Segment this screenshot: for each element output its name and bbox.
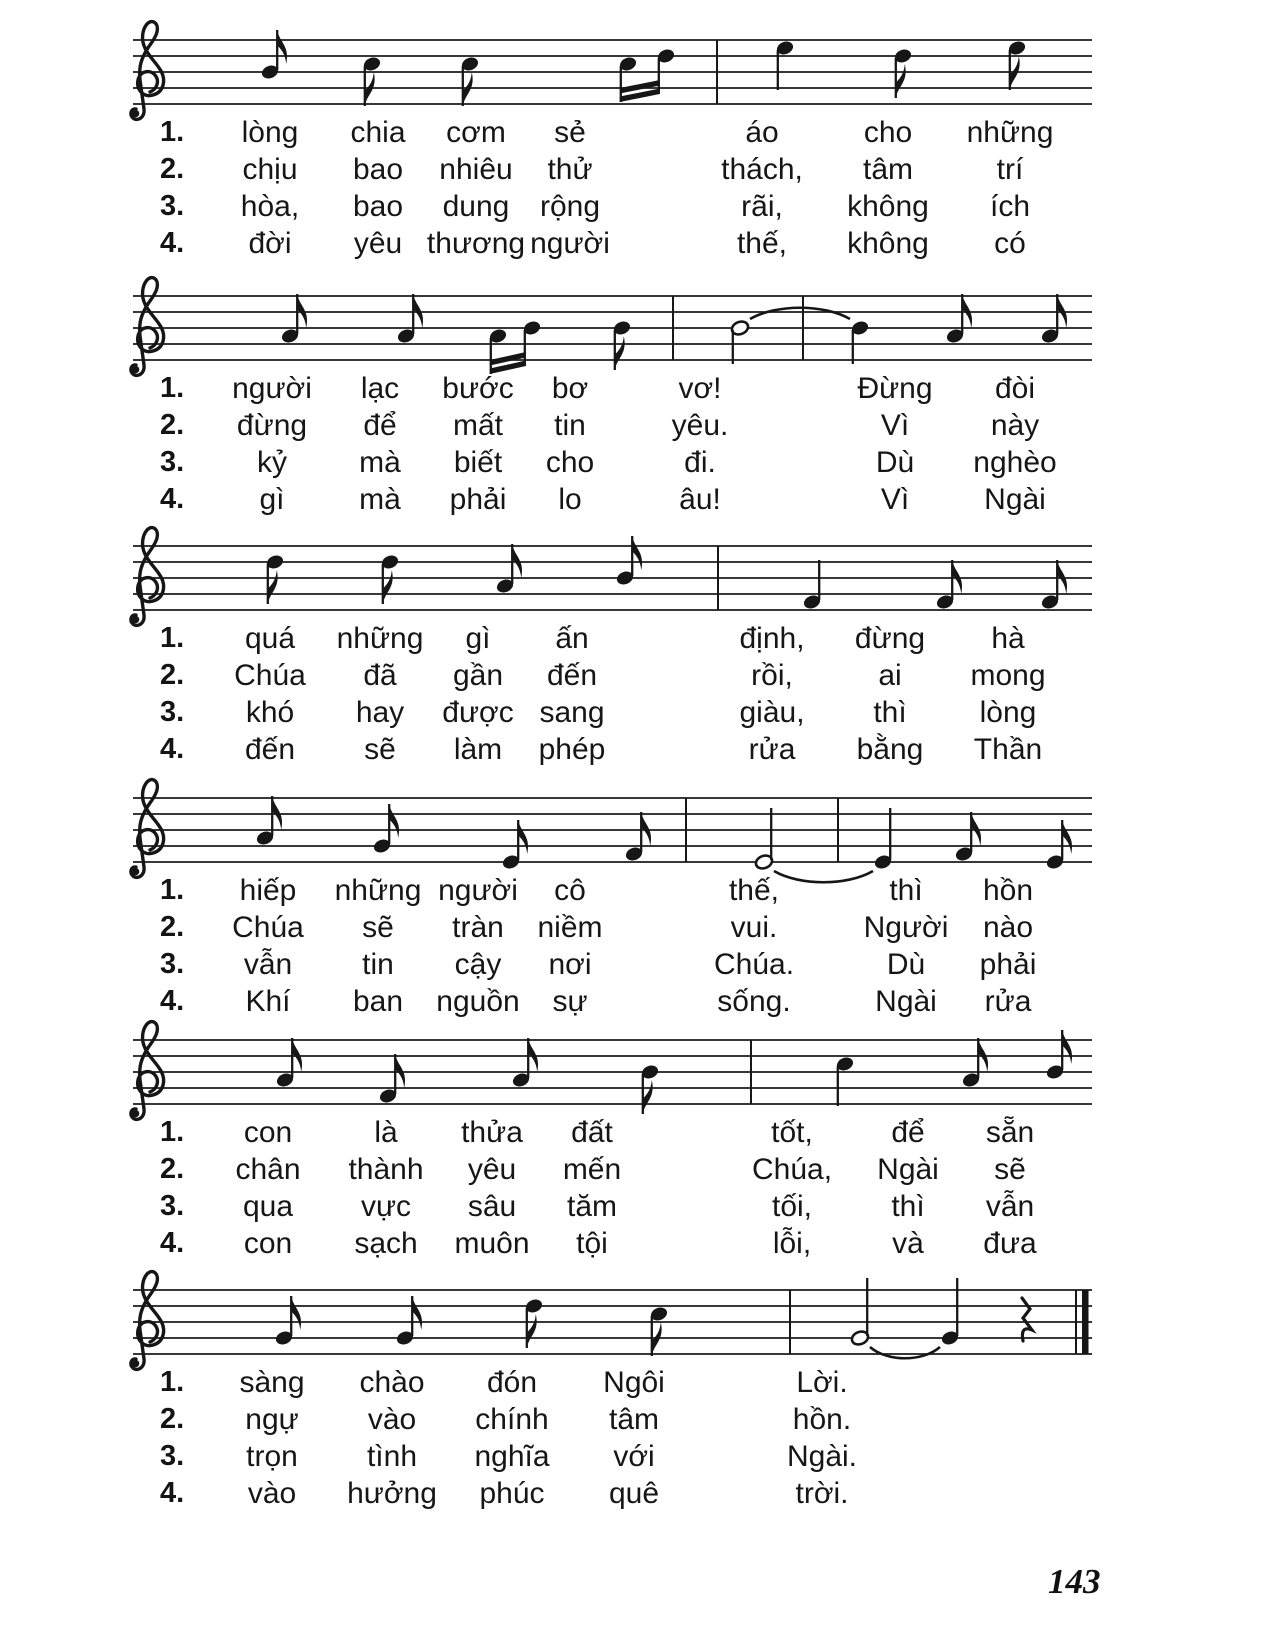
verse-number: 2. bbox=[160, 911, 185, 943]
lyric-word: có bbox=[994, 227, 1026, 260]
lyric-word: Thần bbox=[973, 733, 1043, 766]
lyric-word: những bbox=[336, 622, 424, 655]
verse-number: 1. bbox=[160, 1366, 185, 1398]
lyric-word: yêu bbox=[467, 1153, 517, 1186]
verse-number: 3. bbox=[160, 696, 185, 728]
lyric-word: lỗi, bbox=[772, 1227, 812, 1260]
verse-line bbox=[0, 481, 1275, 518]
lyric-word: là bbox=[374, 1116, 398, 1149]
lyric-word: sang bbox=[539, 696, 605, 729]
verse-line bbox=[0, 1364, 1275, 1401]
verse-number: 3. bbox=[160, 1440, 185, 1472]
lyrics-block bbox=[0, 518, 1275, 770]
lyric-word: yêu. bbox=[671, 409, 729, 442]
lyric-word: sàng bbox=[239, 1366, 305, 1399]
lyric-word: lòng bbox=[241, 116, 299, 149]
lyric-word: hưởng bbox=[347, 1477, 437, 1510]
lyric-word: sự bbox=[552, 985, 588, 1018]
verse-number: 2. bbox=[160, 659, 185, 691]
lyric-word: rồi, bbox=[751, 659, 793, 692]
lyric-word: với bbox=[613, 1440, 655, 1473]
lyric-word: nào bbox=[982, 911, 1034, 944]
verse-number: 2. bbox=[160, 153, 185, 185]
lyric-word: Ngài bbox=[877, 1153, 939, 1186]
lyric-word: áo bbox=[745, 116, 779, 149]
lyric-word: những bbox=[334, 874, 422, 907]
lyric-word: mà bbox=[359, 446, 401, 479]
verse-line bbox=[0, 407, 1275, 444]
lyric-word: Khí bbox=[245, 985, 291, 1018]
lyric-word: con bbox=[243, 1116, 293, 1149]
lyric-word: lo bbox=[558, 483, 582, 516]
lyric-word: Ngài bbox=[984, 483, 1046, 516]
verse-number: 3. bbox=[160, 446, 185, 478]
lyric-word: ích bbox=[989, 190, 1031, 223]
lyric-word: vơ! bbox=[678, 372, 722, 405]
lyric-word: chia bbox=[350, 116, 406, 149]
lyric-word: tăm bbox=[566, 1190, 618, 1223]
system-2 bbox=[0, 268, 1275, 520]
lyrics-block bbox=[0, 12, 1275, 264]
lyric-word: được bbox=[442, 696, 514, 729]
lyric-word: ban bbox=[352, 985, 404, 1018]
lyric-word: gì bbox=[259, 483, 285, 516]
lyric-word: muôn bbox=[454, 1227, 530, 1260]
lyric-word: ấn bbox=[555, 622, 589, 655]
lyric-word: đã bbox=[363, 659, 397, 692]
lyric-word: đất bbox=[571, 1116, 613, 1149]
verse-number: 3. bbox=[160, 1190, 185, 1222]
lyric-word: gì bbox=[465, 622, 491, 655]
lyric-word: Chúa bbox=[232, 911, 304, 944]
lyric-word: Đừng bbox=[857, 372, 933, 405]
verse-line bbox=[0, 620, 1275, 657]
lyrics-block bbox=[0, 770, 1275, 1022]
lyric-word: Chúa, bbox=[751, 1153, 833, 1186]
lyric-word: nghèo bbox=[973, 446, 1057, 479]
lyric-word: bao bbox=[352, 153, 404, 186]
lyric-word: phải bbox=[979, 948, 1037, 981]
verse-number: 1. bbox=[160, 1116, 185, 1148]
lyric-word: ngự bbox=[245, 1403, 299, 1436]
lyric-word: vào bbox=[247, 1477, 297, 1510]
lyric-word: Lời. bbox=[796, 1366, 848, 1399]
lyric-word: thửa bbox=[461, 1116, 523, 1149]
lyric-word: sẽ bbox=[364, 733, 396, 766]
lyric-word: nguồn bbox=[436, 985, 520, 1018]
lyric-word: tình bbox=[366, 1440, 418, 1473]
verse-line bbox=[0, 1114, 1275, 1151]
lyric-word: thì bbox=[889, 874, 923, 907]
lyric-word: trọn bbox=[246, 1440, 298, 1473]
lyric-word: yêu bbox=[353, 227, 403, 260]
lyric-word: bằng bbox=[856, 733, 924, 766]
lyrics-block bbox=[0, 268, 1275, 520]
verse-number: 4. bbox=[160, 733, 185, 765]
lyric-word: và bbox=[892, 1227, 924, 1260]
lyric-word: giàu, bbox=[739, 696, 805, 729]
lyric-word: sẻ bbox=[554, 116, 586, 149]
verse-number: 3. bbox=[160, 948, 185, 980]
lyric-word: sâu bbox=[467, 1190, 517, 1223]
lyric-word: Ngôi bbox=[603, 1366, 665, 1399]
lyric-word: bao bbox=[352, 190, 404, 223]
lyric-word: biết bbox=[453, 446, 503, 479]
lyric-word: nghĩa bbox=[474, 1440, 550, 1473]
lyric-word: Ngài bbox=[875, 985, 937, 1018]
lyric-word: bơ bbox=[551, 372, 589, 405]
verse-line bbox=[0, 114, 1275, 151]
verse-number: 4. bbox=[160, 227, 185, 259]
lyric-word: chính bbox=[475, 1403, 549, 1436]
lyric-word: ai bbox=[878, 659, 902, 692]
lyric-word: đi. bbox=[684, 446, 716, 479]
lyric-word: đưa bbox=[983, 1227, 1037, 1260]
lyric-word: tâm bbox=[862, 153, 914, 186]
system-1 bbox=[0, 12, 1275, 264]
lyric-word: tâm bbox=[608, 1403, 660, 1436]
lyric-word: trời. bbox=[795, 1477, 849, 1510]
lyric-word: không bbox=[847, 190, 929, 223]
lyric-word: để bbox=[363, 409, 397, 442]
lyric-word: hà bbox=[991, 622, 1025, 655]
lyric-word: thì bbox=[873, 696, 907, 729]
lyric-word: hòa, bbox=[240, 190, 300, 223]
lyric-word: vào bbox=[367, 1403, 417, 1436]
lyric-word: này bbox=[990, 409, 1040, 442]
lyric-word: tràn bbox=[452, 911, 504, 944]
lyric-word: đừng bbox=[236, 409, 308, 442]
lyric-word: qua bbox=[242, 1190, 294, 1223]
verse-line bbox=[0, 151, 1275, 188]
lyric-word: phúc bbox=[479, 1477, 545, 1510]
lyric-word: nhiêu bbox=[439, 153, 513, 186]
lyric-word: đừng bbox=[854, 622, 926, 655]
lyric-word: con bbox=[243, 1227, 293, 1260]
lyric-word: Vì bbox=[880, 483, 910, 516]
lyric-word: đời bbox=[248, 227, 292, 260]
lyric-word: chịu bbox=[242, 153, 298, 186]
verse-line bbox=[0, 1225, 1275, 1262]
verse-line bbox=[0, 872, 1275, 909]
lyric-word: chân bbox=[235, 1153, 301, 1186]
verse-line bbox=[0, 444, 1275, 481]
verse-line bbox=[0, 657, 1275, 694]
lyric-word: cơm bbox=[446, 116, 506, 149]
verse-number: 4. bbox=[160, 985, 185, 1017]
verse-number: 2. bbox=[160, 1403, 185, 1435]
lyric-word: thành bbox=[348, 1153, 424, 1186]
lyric-word: quê bbox=[608, 1477, 660, 1510]
system-6 bbox=[0, 1262, 1275, 1514]
lyric-word: hay bbox=[355, 696, 405, 729]
lyric-word: rãi, bbox=[741, 190, 783, 223]
lyric-word: những bbox=[966, 116, 1054, 149]
lyric-word: sẵn bbox=[985, 1116, 1035, 1149]
lyric-word: rửa bbox=[748, 733, 796, 766]
lyric-word: vực bbox=[360, 1190, 412, 1223]
lyric-word: đón bbox=[486, 1366, 538, 1399]
lyric-word: lòng bbox=[979, 696, 1037, 729]
verse-number: 4. bbox=[160, 483, 185, 515]
lyrics-block bbox=[0, 1012, 1275, 1264]
lyric-word: sẽ bbox=[362, 911, 394, 944]
verse-line bbox=[0, 1475, 1275, 1512]
lyric-word: sống. bbox=[717, 985, 791, 1018]
lyric-word: để bbox=[891, 1116, 925, 1149]
verse-number: 3. bbox=[160, 190, 185, 222]
verse-number: 2. bbox=[160, 1153, 185, 1185]
lyric-word: mến bbox=[562, 1153, 622, 1186]
verse-line bbox=[0, 909, 1275, 946]
verse-line bbox=[0, 731, 1275, 768]
lyric-word: Chúa. bbox=[713, 948, 795, 981]
lyric-word: Người bbox=[863, 911, 949, 944]
verse-number: 1. bbox=[160, 372, 185, 404]
lyric-word: rộng bbox=[539, 190, 601, 223]
lyric-word: thế, bbox=[728, 874, 780, 907]
lyric-word: cho bbox=[863, 116, 913, 149]
lyric-word: thách, bbox=[721, 153, 803, 186]
lyric-word: Vì bbox=[880, 409, 910, 442]
lyric-word: phép bbox=[538, 733, 606, 766]
lyric-word: mà bbox=[359, 483, 401, 516]
lyric-word: rửa bbox=[984, 985, 1032, 1018]
verse-line bbox=[0, 1188, 1275, 1225]
lyric-word: niềm bbox=[537, 911, 603, 944]
lyric-word: làm bbox=[453, 733, 503, 766]
lyric-word: lạc bbox=[360, 372, 400, 405]
lyric-word: gần bbox=[452, 659, 504, 692]
verse-line bbox=[0, 1401, 1275, 1438]
lyric-word: người bbox=[438, 874, 518, 907]
verse-number: 2. bbox=[160, 409, 185, 441]
lyric-word: kỷ bbox=[257, 446, 287, 479]
system-4 bbox=[0, 770, 1275, 1022]
verse-number: 1. bbox=[160, 622, 185, 654]
verse-line bbox=[0, 1438, 1275, 1475]
verse-number: 4. bbox=[160, 1477, 185, 1509]
verse-line bbox=[0, 370, 1275, 407]
lyric-word: vẫn bbox=[985, 1190, 1035, 1223]
lyric-word: khó bbox=[245, 696, 295, 729]
verse-line bbox=[0, 188, 1275, 225]
lyric-word: người bbox=[232, 372, 312, 405]
lyric-word: tội bbox=[576, 1227, 608, 1260]
lyric-word: thử bbox=[547, 153, 593, 186]
lyric-word: tin bbox=[554, 409, 586, 442]
lyric-word: trí bbox=[996, 153, 1024, 186]
lyric-word: đòi bbox=[994, 372, 1036, 405]
lyric-word: chào bbox=[359, 1366, 425, 1399]
lyric-word: cậy bbox=[454, 948, 502, 981]
page-number: 143 bbox=[1048, 1562, 1101, 1601]
lyric-word: âu! bbox=[679, 483, 721, 516]
verse-number: 4. bbox=[160, 1227, 185, 1259]
lyric-word: thương bbox=[426, 227, 526, 260]
lyric-word: cho bbox=[545, 446, 595, 479]
lyric-word: mất bbox=[452, 409, 504, 442]
lyric-word: sẽ bbox=[994, 1153, 1026, 1186]
system-3 bbox=[0, 518, 1275, 770]
lyric-word: người bbox=[530, 227, 610, 260]
lyrics-block bbox=[0, 1262, 1275, 1514]
lyric-word: hồn. bbox=[792, 1403, 852, 1436]
verse-line bbox=[0, 694, 1275, 731]
lyric-word: tốt, bbox=[771, 1116, 813, 1149]
lyric-word: đến bbox=[546, 659, 598, 692]
lyric-word: đến bbox=[244, 733, 296, 766]
lyric-word: Chúa bbox=[234, 659, 306, 692]
lyric-word: thì bbox=[891, 1190, 925, 1223]
lyric-word: vui. bbox=[730, 911, 778, 944]
lyric-word: tối, bbox=[771, 1190, 813, 1223]
verse-line bbox=[0, 946, 1275, 983]
lyric-word: Ngài. bbox=[786, 1440, 858, 1473]
lyric-word: hiếp bbox=[239, 874, 297, 907]
lyric-word: cô bbox=[554, 874, 586, 907]
lyric-word: dung bbox=[442, 190, 510, 223]
lyric-word: phải bbox=[449, 483, 507, 516]
verse-line bbox=[0, 1151, 1275, 1188]
lyric-word: sạch bbox=[354, 1227, 418, 1260]
lyric-word: bước bbox=[442, 372, 514, 405]
system-5 bbox=[0, 1012, 1275, 1264]
lyric-word: mong bbox=[970, 659, 1046, 692]
lyric-word: Dù bbox=[886, 948, 926, 981]
lyric-word: tin bbox=[362, 948, 394, 981]
lyric-word: quá bbox=[244, 622, 296, 655]
lyric-word: không bbox=[847, 227, 929, 260]
lyric-word: Dù bbox=[875, 446, 915, 479]
lyric-word: hồn bbox=[982, 874, 1034, 907]
lyric-word: thế, bbox=[736, 227, 788, 260]
verse-number: 1. bbox=[160, 874, 185, 906]
lyric-word: định, bbox=[739, 622, 805, 655]
verse-line bbox=[0, 225, 1275, 262]
lyric-word: nơi bbox=[548, 948, 592, 981]
lyric-word: vẫn bbox=[243, 948, 293, 981]
verse-number: 1. bbox=[160, 116, 185, 148]
